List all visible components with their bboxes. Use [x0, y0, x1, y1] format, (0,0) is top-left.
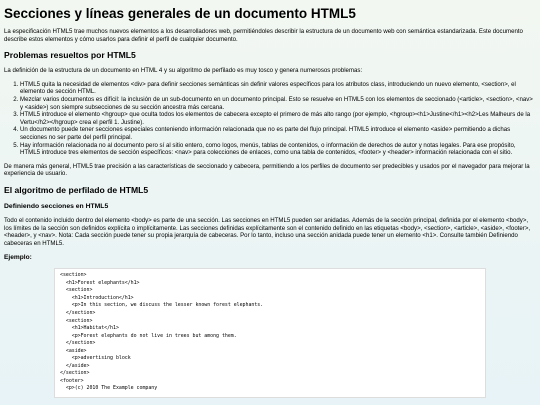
page-title: Secciones y líneas generales de un documento HTML5 [4, 6, 356, 21]
code-line: <section> [60, 272, 87, 279]
code-line: </section> [60, 310, 96, 317]
code-line: <p>(c) 2010 The Example company [60, 385, 158, 392]
problems-lead: La definición de la estructura de un documento en HTML 4 y su algoritmo de perfilado es muy tosco y genera numerosos problemas: [4, 67, 363, 75]
list-item: 1. HTML5 quita la necesidad de elementos <div> para definir secciones semánticas sin definir valores específicos para los atributos class, introduciendo un nuevo elemento, <section>, el elemento de sección HTML. [20, 81, 536, 96]
code-line: <p>advertising block [60, 355, 131, 362]
code-line: <p>Forest elephants do not live in trees but among them. [60, 332, 237, 339]
list-item: 5. Hay información relacionada no al documento pero sí al sitio entero, como logos, menús, tablas de contenidos, o información de derechos de autor y notas legales. Para ese propósito, HTML5 introduce tres elementos de sección específicos: <nav> para colecciones de enlaces, como una tabla de contenidos, <footer> y <header> información relacionada con el sitio. [20, 142, 536, 157]
intro-paragraph: La especificación HTML5 trae muchos nuevos elementos a los desarrolladores web, permitiéndoles describir la estructura de un documento web con semántica estandarizada. Este documento describe estos elementos y cómo usarlos para definir el perfil de cualquier documento. [4, 28, 523, 43]
code-line: <p>In this section, we discuss the lesser known forest elephants. [60, 302, 264, 309]
list-item: 3. HTML5 introduce el elemento <hgroup> que oculta todos los elementos de cabecera excepto el primero de más alto rango (por ejemplo, <hgroup><h1>Justine</h1><h2>Les Malheurs de la Vertu</h2></hgroup> crea el perfil 1. Justine). [20, 111, 536, 126]
code-line: <h1>Introduction</h1> [60, 294, 134, 301]
problems-list [4, 81, 536, 157]
list-item: 2. Mezclar varios documentos es difícil: la inclusión de un sub-documento en un documento principal. Esto se resuelve en HTML5 con los elementos de seccionado (<article>, <section>, <nav> y <aside>) son siempre subsecciones de su sección ancestra más cercana. [20, 96, 536, 111]
code-line: <footer> [60, 377, 84, 384]
code-line: <h1>Habitat</h1> [60, 325, 119, 332]
problems-closing: De manera más general, HTML5 trae precisión a las características de seccionado y cabecera, permitiendo a los perfiles de documento ser predecibles y usados por el navegador para mejorar la experiencia de usuario. [4, 162, 530, 178]
code-line: </section> [60, 340, 96, 347]
sections-paragraph: Todo el contenido incluido dentro del elemento <body> es parte de una sección. Las secciones en HTML5 pueden ser anidadas. Además de la sección principal, definida por el elemento <body>, los límites de la sección son definidos explícita o implícitamente. Las secciones definidas explícitamente son el contenido definido en las etiquetas <body>, <section>, <article>, <aside>, <footer>, <header>, y <nav>. Nota: Cada sección puede tener su propia jerarquía de cabeceras. Por lo tanto, incluso una sección anidada puede tener un elemento <h1>. Consulte también Definiendo cabeceras en HTML5. [4, 216, 531, 247]
code-line: <aside> [60, 347, 87, 354]
list-item: 4. Un documento puede tener secciones especiales conteniendo información relacionada que no es parte del flujo principal. HTML5 introduce el elemento <aside> permitiendo a dichas secciones no ser parte del perfil principal. [20, 126, 536, 141]
sections-subheading: Definiendo secciones en HTML5 [4, 202, 109, 210]
code-line: <h1>Forest elephants</h1> [60, 279, 140, 286]
algorithm-heading: El algoritmo de perfilado de HTML5 [4, 184, 149, 195]
code-line: <section> [60, 317, 93, 324]
code-line: </aside> [60, 362, 90, 369]
code-example-block [54, 268, 486, 398]
problems-heading: Problemas resueltos por HTML5 [4, 50, 136, 61]
example-label: Ejemplo: [4, 254, 32, 262]
code-line: </section> [60, 370, 90, 377]
code-line: <section> [60, 287, 93, 294]
